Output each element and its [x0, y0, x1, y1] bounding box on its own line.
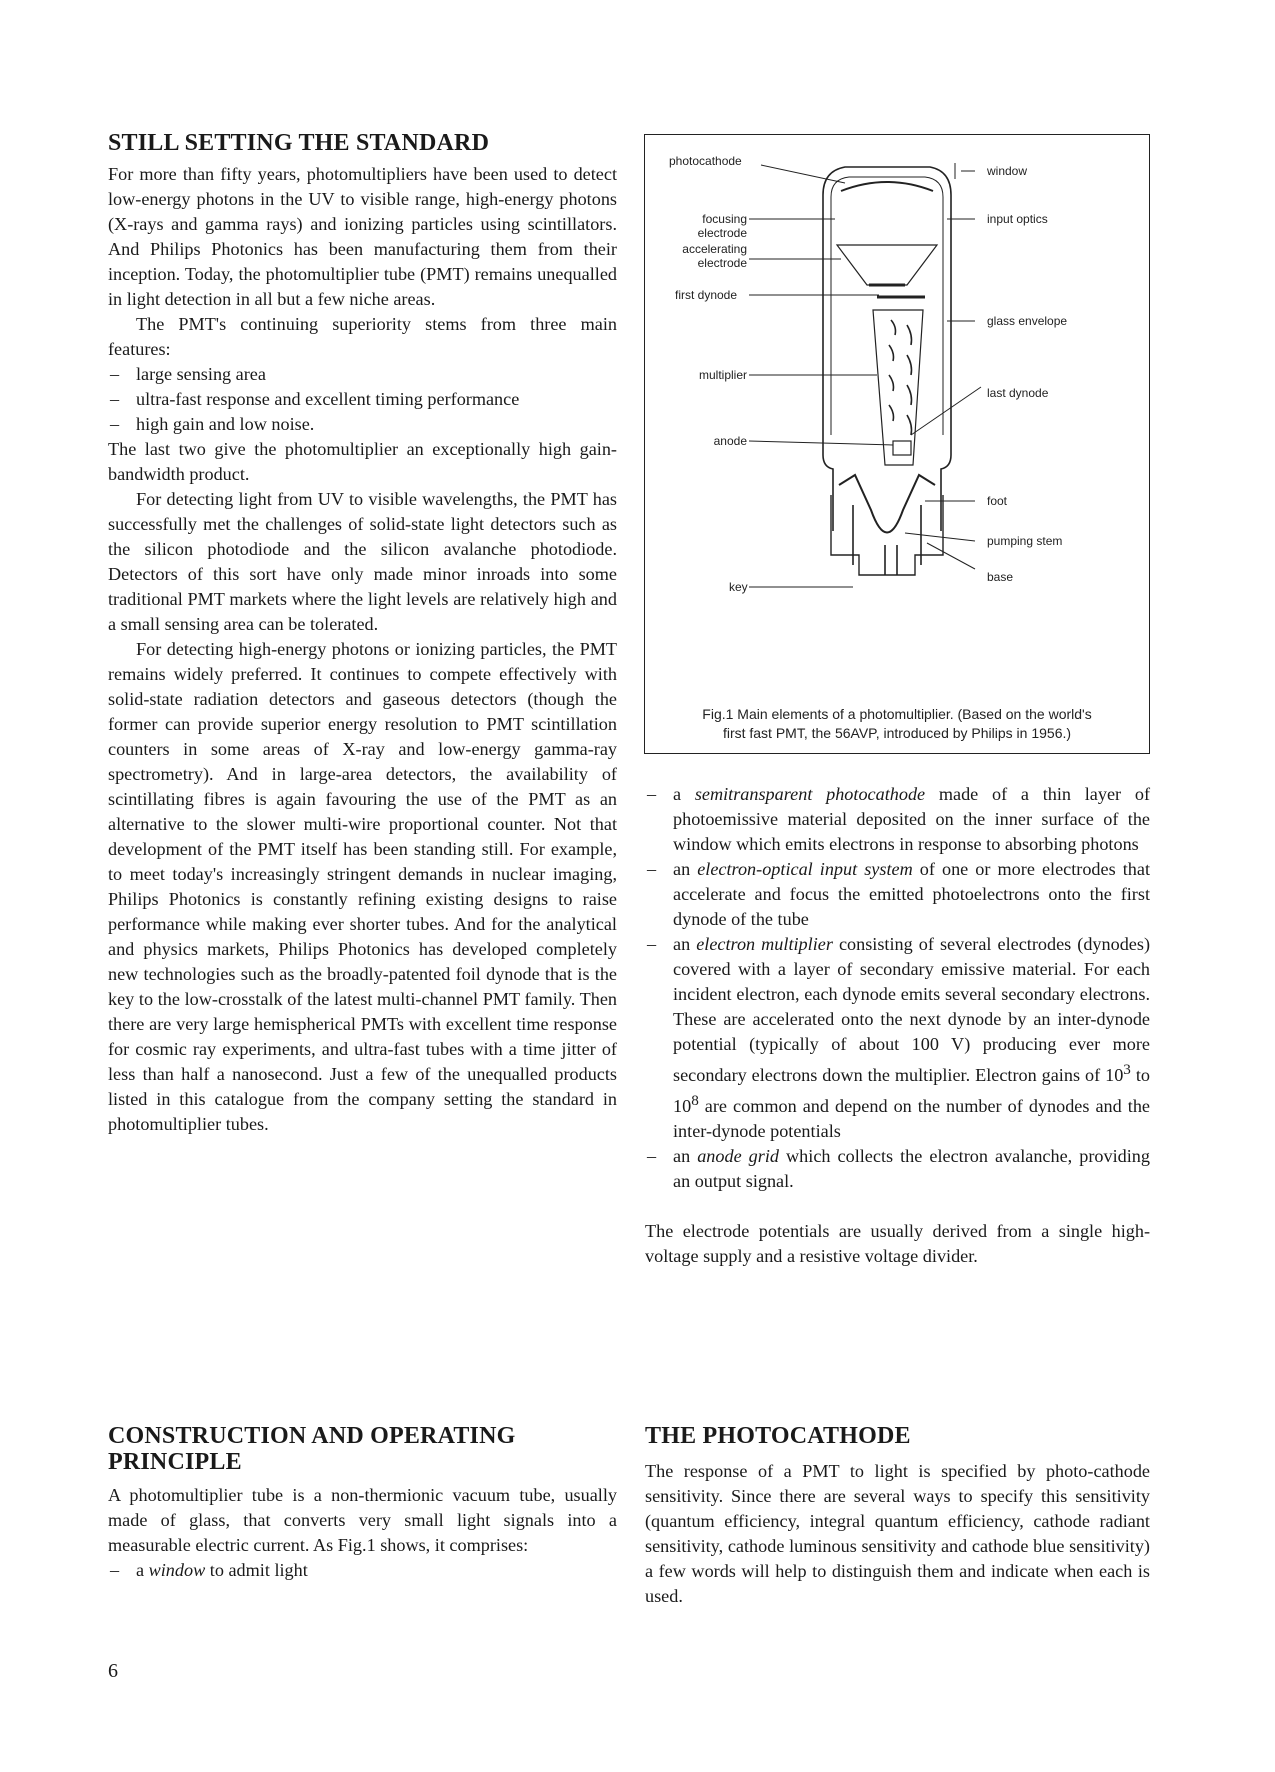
list-item: – large sensing area — [110, 364, 266, 384]
label-accelerating: accelerating — [682, 242, 747, 256]
paragraph: The electrode potentials are usually derived from a single high-voltage supply and a resistive voltage divider. — [645, 1221, 1150, 1267]
list-item: – an electron-optical input system of one or more electrodes that accelerate and focus the emitted photoelectrons onto the first dynode of the tube — [647, 859, 1151, 929]
feature-text: high gain and low noise. — [136, 414, 315, 434]
term: electron-optical input system — [697, 859, 913, 879]
figure-caption — [657, 705, 1137, 743]
label-pumping-stem: pumping stem — [987, 534, 1063, 548]
title-line: CONSTRUCTION AND OPERATING — [108, 1423, 516, 1449]
list-item: – a window to admit light — [110, 1560, 308, 1580]
paragraph: The response of a PMT to light is specified by photo-cathode sensitivity. Since there are several ways to specify this sensitivity (quantum efficiency, integral quantum efficiency, cathode radiant sensitivity, cathode luminous sensitivity and cathode blue sensitivity) a few words will help to distinguish them and indicate when each is used. — [645, 1461, 1150, 1606]
feature-text: ultra-fast response and excellent timing performance — [136, 389, 520, 409]
term: electron multiplier — [696, 934, 833, 954]
term: window — [148, 1560, 206, 1580]
text: which collects the electron avalanche, providing an output signal. — [673, 1146, 1150, 1192]
term: anode grid — [697, 1146, 780, 1167]
label-focusing-electrode: electrode — [697, 226, 747, 240]
caption-line: Fig.1 Main elements of a photomultiplier. (Based on the world's — [702, 706, 1092, 722]
list-item: – ultra-fast response and excellent timing performance — [110, 389, 520, 409]
figure-photomultiplier — [644, 134, 1150, 754]
list-item: – an electron multiplier consisting of several electrodes (dynodes) covered with a layer of secondary emissive material. For each incident electron, each dynode emits several secondary electrons. These are accelerated onto the next dynode by an inter-dynode potential (typically of about 100 V) producing ever more secondary electrons down the multiplier. Electron gains of $10^3$ to $10^8$ are common and depend on the number of dynodes and the inter-dynode potentials — [647, 934, 1150, 1142]
paragraph: For more than fifty years, photomultipliers have been used to detect low-energy photons in the UV to visible range, high-energy photons (X-rays and gamma rays) and ionizing particles using scintillators. And Philips Photonics has been manufacturing them from their inception. Today, the photomultiplier tube (PMT) remains unequalled in light detection in all but a few niche areas. — [108, 164, 617, 309]
list-item: – an anode grid which collects the electron avalanche, providing an output signal. — [647, 1146, 1150, 1192]
text: consisting of several electrodes (dynodes) covered with a layer of secondary emissive material. For each incident electron, each dynode emits several secondary electrons. These are accelerated onto the next dynode by an inter-dynode potential (typically of about 100 V) producing ever more secondary electrons down the multiplier. Electron gains of 10 — [673, 934, 1150, 1086]
label-base: base — [987, 570, 1014, 584]
list-item: – a semitransparent photocathode made of a thin layer of photoemissive material deposited on the inner surface of the window which emits electrons in response to absorbing photons — [647, 784, 1151, 854]
paragraph: For detecting light from UV to visible wavelengths, the PMT has successfully met the challenges of solid-state light detectors such as the silicon photodiode and the silicon avalanche photodiode. Detectors of this sort have only made minor inroads into some traditional PMT markets where the light levels are relatively high and a small sensing area can be tolerated. — [108, 489, 617, 634]
paragraph: The PMT's continuing superiority stems from three main features: — [108, 314, 617, 359]
text: a — [673, 784, 695, 804]
text: of one or more electrodes that accelerate and focus the emitted photoelectrons onto the first dynode of the tube — [673, 859, 1151, 929]
glass-envelope-right — [823, 167, 951, 531]
exponent: 3 — [1123, 1061, 1131, 1078]
list-item: – high gain and low noise. — [110, 414, 315, 434]
section-title: THE PHOTOCATHODE — [645, 1423, 911, 1449]
section-title: STILL SETTING THE STANDARD — [108, 130, 490, 156]
text: an — [673, 1146, 698, 1167]
caption-line: first fast PMT, the 56AVP, introduced by Philips in 1956.) — [722, 725, 1072, 741]
term: semitransparent photocathode — [694, 784, 926, 804]
label-window: window — [987, 164, 1028, 178]
text: to admit light — [205, 1560, 308, 1580]
feature-text: large sensing area — [136, 364, 266, 384]
paragraph: For detecting high-energy photons or ionizing particles, the PMT remains widely preferred. It continues to compete effectively with solid-state radiation detectors and gaseous detectors (though the former can provide superior energy resolution to PMT scintillation counters in some areas of X-ray and low-energy gamma-ray spectrometry). And in large-area detectors, the availability of scintillating fibres is again favouring the use of the PMT as an alternative to the slower multi-wire proportional counter. Not that development of the PMT itself has been standing still. For example, to meet today's increasingly stringent demands in nuclear imaging, Philips Photonics is constantly refining existing designs to raise performance while making ever shorter tubes. And for the analytical and physics markets, Philips Photonics has developed completely new technologies such as the broadly-patented foil dynode that is the key to the low-crosstalk of the latest multi-channel PMT family. Then there are very large hemispherical PMTs with excellent time response for cosmic ray experiments, and ultra-fast tubes with a time jitter of less than half a nanosecond. Just a few of the unequalled products listed in this catalogue from the company setting the standard in photomultiplier tubes. — [108, 639, 617, 1134]
label-accelerating-electrode: electrode — [697, 256, 747, 270]
text: made of a thin layer of photoemissive material deposited on the inner surface of the window which emits electrons in response to absorbing photons — [673, 784, 1151, 854]
exponent: 8 — [691, 1092, 699, 1110]
text: a — [136, 1560, 149, 1580]
label-last-dynode: last dynode — [987, 386, 1049, 400]
section-photocathode — [645, 1423, 1150, 1609]
page-number: 6 — [108, 1660, 118, 1682]
pmt-diagram — [645, 135, 1151, 705]
paragraph: A photomultiplier tube is a non-thermionic vacuum tube, usually made of glass, that converts very small light signals into a measurable electric current. As Fig.1 shows, it comprises: — [108, 1485, 617, 1555]
paragraph: The last two give the photomultiplier an exceptionally high gain-bandwidth product. — [108, 439, 617, 484]
label-photocathode: photocathode — [669, 154, 742, 168]
label-input-optics: input optics — [987, 212, 1048, 226]
text: an — [673, 859, 698, 879]
label-multiplier: multiplier — [698, 368, 747, 382]
section-title — [108, 1423, 617, 1475]
section-still-setting-the-standard — [108, 130, 617, 1137]
label-key: key — [729, 580, 748, 594]
label-foot: foot — [987, 494, 1008, 508]
label-glass-envelope: glass envelope — [987, 314, 1068, 328]
label-focusing: focusing — [702, 212, 747, 226]
component-list — [645, 782, 1150, 1269]
label-first-dynode: first dynode — [675, 288, 738, 302]
text: to 10 — [673, 1065, 1150, 1117]
label-anode: anode — [713, 434, 747, 448]
title-line: PRINCIPLE — [108, 1449, 242, 1475]
text: an — [673, 934, 697, 954]
section-construction — [108, 1423, 617, 1583]
text: are common and depend on the number of dynodes and the inter-dynode potentials — [673, 1096, 1150, 1142]
